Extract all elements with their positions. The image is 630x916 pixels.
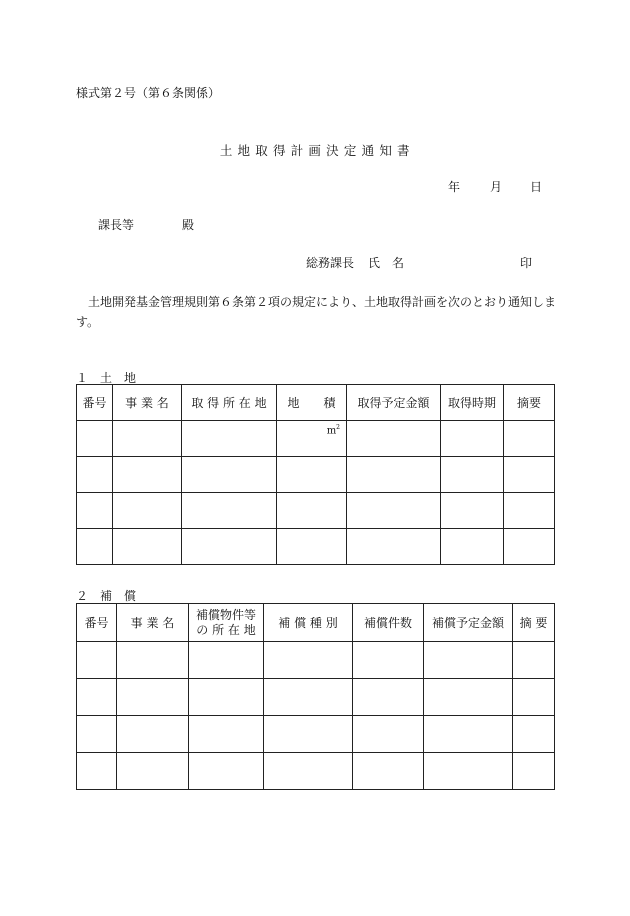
table-cell[interactable] bbox=[504, 457, 555, 493]
table-cell[interactable] bbox=[277, 457, 347, 493]
compensation-table-header bbox=[77, 604, 555, 642]
table-cell[interactable] bbox=[264, 642, 353, 679]
table-cell[interactable] bbox=[77, 679, 117, 716]
table-cell[interactable] bbox=[182, 493, 277, 529]
recipient-line bbox=[98, 216, 194, 233]
table-cell[interactable] bbox=[264, 679, 353, 716]
header-planned-amount: 取得予定金額 bbox=[347, 385, 441, 421]
table-cell[interactable] bbox=[347, 457, 441, 493]
recipient-label: 課長等 bbox=[98, 218, 135, 232]
header-number: 番号 bbox=[77, 385, 113, 421]
table-cell[interactable] bbox=[77, 529, 113, 565]
sender-line bbox=[306, 254, 533, 271]
table-cell[interactable] bbox=[189, 679, 264, 716]
table-cell[interactable] bbox=[182, 457, 277, 493]
table-cell[interactable] bbox=[117, 679, 189, 716]
table-row bbox=[77, 642, 555, 679]
table-cell[interactable] bbox=[504, 493, 555, 529]
table-cell[interactable] bbox=[504, 421, 555, 457]
table-cell[interactable] bbox=[424, 642, 513, 679]
header-remarks: 摘要 bbox=[504, 385, 555, 421]
table-cell[interactable] bbox=[117, 753, 189, 790]
header-land-area: 地 積 bbox=[277, 385, 347, 421]
section-compensation-title: ２ 補 償 bbox=[76, 589, 137, 603]
table-cell[interactable] bbox=[113, 529, 182, 565]
table-cell[interactable] bbox=[353, 716, 424, 753]
table-cell[interactable] bbox=[117, 642, 189, 679]
table-cell[interactable] bbox=[424, 716, 513, 753]
form-number-label: 様式第２号（第６条関係） bbox=[76, 86, 221, 100]
table-row bbox=[77, 753, 555, 790]
header-remarks: 摘 要 bbox=[513, 604, 555, 642]
table-cell[interactable] bbox=[182, 529, 277, 565]
header-compensation-location: 補償物件等 の 所 在 地 bbox=[189, 604, 264, 642]
header-project-name: 事 業 名 bbox=[117, 604, 189, 642]
header-acquisition-time: 取得時期 bbox=[441, 385, 504, 421]
header-compensation-count: 補償件数 bbox=[353, 604, 424, 642]
header-number: 番号 bbox=[77, 604, 117, 642]
table-cell-area[interactable] bbox=[277, 421, 347, 457]
table-row bbox=[77, 421, 555, 457]
table-cell[interactable] bbox=[277, 493, 347, 529]
seal-mark: 印 bbox=[520, 256, 533, 270]
table-cell[interactable] bbox=[353, 642, 424, 679]
table-cell[interactable] bbox=[513, 716, 555, 753]
section-land-title: １ 土 地 bbox=[76, 371, 137, 385]
table-cell[interactable] bbox=[189, 753, 264, 790]
table-cell[interactable] bbox=[347, 529, 441, 565]
table-cell[interactable] bbox=[77, 493, 113, 529]
table-cell[interactable] bbox=[424, 679, 513, 716]
table-row bbox=[77, 493, 555, 529]
sender-name-label: 氏 名 bbox=[368, 256, 405, 270]
header-compensation-amount: 補償予定金額 bbox=[424, 604, 513, 642]
table-cell[interactable] bbox=[353, 679, 424, 716]
header-compensation-type: 補 償 種 別 bbox=[264, 604, 353, 642]
table-cell[interactable] bbox=[347, 493, 441, 529]
date-year: 年 bbox=[448, 180, 461, 194]
table-cell[interactable] bbox=[441, 457, 504, 493]
date-day: 日 bbox=[530, 180, 543, 194]
table-cell[interactable] bbox=[113, 421, 182, 457]
table-cell[interactable] bbox=[264, 716, 353, 753]
body-paragraph: 土地開発基金管理規則第６条第２項の規定により、土地取得計画を次のとおり通知します。 bbox=[76, 295, 557, 329]
table-cell[interactable] bbox=[513, 679, 555, 716]
table-cell[interactable] bbox=[117, 716, 189, 753]
table-row bbox=[77, 457, 555, 493]
table-cell[interactable] bbox=[264, 753, 353, 790]
recipient-honorific: 殿 bbox=[182, 218, 195, 232]
table-cell[interactable] bbox=[77, 753, 117, 790]
land-table bbox=[76, 384, 555, 565]
document-title: 土 地 取 得 計 画 決 定 通 知 書 bbox=[219, 143, 411, 158]
area-unit: $m^2$ bbox=[326, 424, 340, 437]
table-cell[interactable] bbox=[277, 529, 347, 565]
table-row bbox=[77, 679, 555, 716]
table-cell[interactable] bbox=[77, 642, 117, 679]
table-cell[interactable] bbox=[77, 457, 113, 493]
table-cell[interactable] bbox=[182, 421, 277, 457]
land-table-header bbox=[77, 385, 555, 421]
header-acquisition-location: 取 得 所 在 地 bbox=[182, 385, 277, 421]
sender-label: 総務課長 bbox=[306, 256, 355, 270]
date-month: 月 bbox=[490, 180, 503, 194]
table-cell[interactable] bbox=[113, 493, 182, 529]
table-cell[interactable] bbox=[513, 753, 555, 790]
date-line bbox=[448, 178, 542, 195]
table-cell[interactable] bbox=[504, 529, 555, 565]
table-cell[interactable] bbox=[441, 529, 504, 565]
compensation-table bbox=[76, 603, 555, 790]
header-project-name: 事 業 名 bbox=[113, 385, 182, 421]
table-cell[interactable] bbox=[189, 716, 264, 753]
table-cell[interactable] bbox=[353, 753, 424, 790]
table-cell[interactable] bbox=[441, 493, 504, 529]
table-row bbox=[77, 716, 555, 753]
table-cell[interactable] bbox=[513, 642, 555, 679]
table-row bbox=[77, 529, 555, 565]
table-cell[interactable] bbox=[189, 642, 264, 679]
table-cell[interactable] bbox=[424, 753, 513, 790]
table-cell[interactable] bbox=[347, 421, 441, 457]
table-cell[interactable] bbox=[441, 421, 504, 457]
table-cell[interactable] bbox=[77, 716, 117, 753]
table-cell[interactable] bbox=[77, 421, 113, 457]
table-cell[interactable] bbox=[113, 457, 182, 493]
